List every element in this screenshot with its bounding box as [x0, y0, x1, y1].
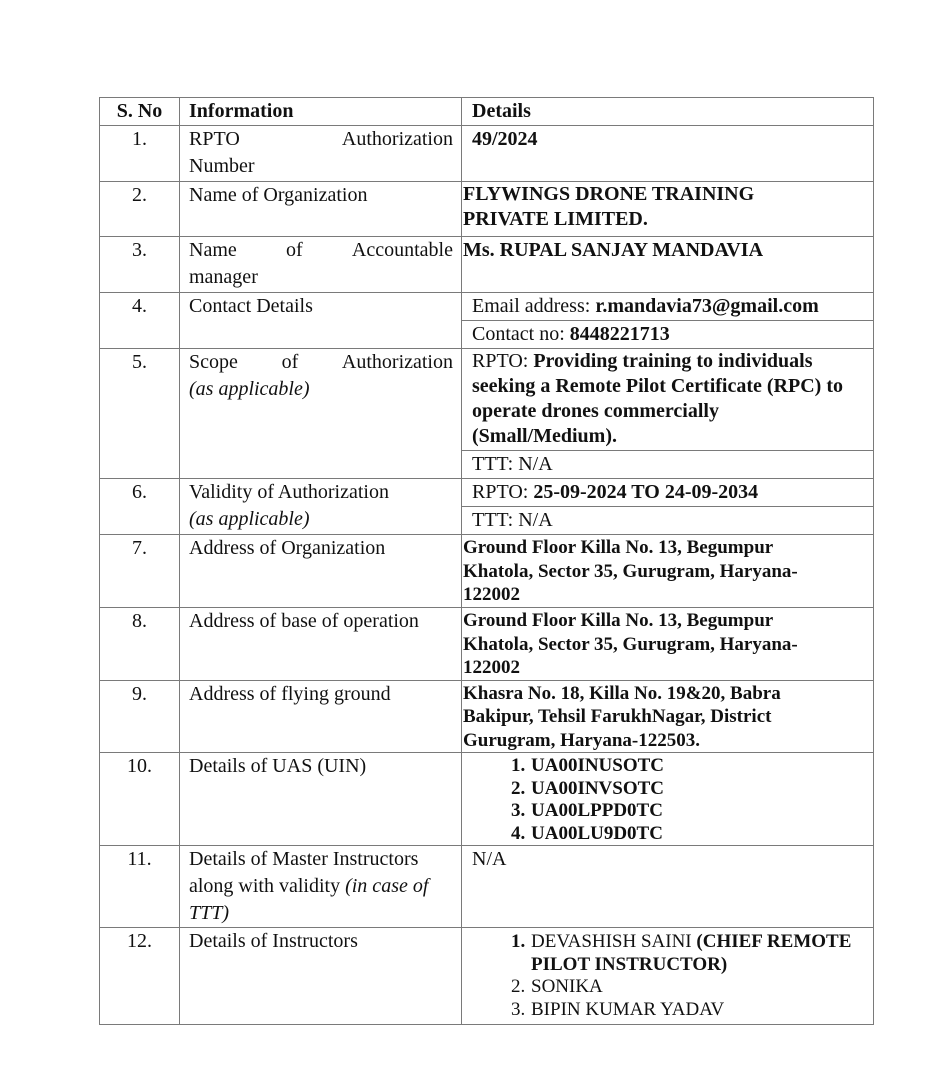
table-row	[100, 293, 874, 349]
table-row	[100, 237, 874, 293]
list-item: 1. UA00INUSOTC	[530, 755, 863, 778]
header-sno: S. No	[100, 98, 180, 126]
info-note: (as applicable)	[189, 378, 310, 400]
base-address: Ground Floor Killa No. 13, Begumpur Khatola, Sector 35, Gurugram, Haryana-122002	[462, 608, 874, 681]
row-number: 8.	[100, 608, 180, 681]
flying-ground-address: Khasra No. 18, Killa No. 19&20, Babra Bakipur, Tehsil FarukhNagar, District Gurugram, Haryana-122503.	[462, 680, 874, 753]
info-text: Authorization	[341, 128, 453, 150]
row-number: 4.	[100, 293, 180, 349]
scope-details	[462, 349, 874, 479]
list-item: 3. UA00LPPD0TC	[530, 800, 863, 823]
info-text: Authorization	[341, 351, 453, 373]
rpto-validity-value: 25-09-2024 TO 24-09-2034	[533, 481, 759, 503]
table-row	[100, 535, 874, 608]
row-info: Contact Details	[180, 293, 462, 349]
organization-name-line: PRIVATE LIMITED.	[463, 208, 648, 230]
info-text: Details of Master Instructors along with validity	[189, 848, 419, 897]
table-row	[100, 349, 874, 479]
list-item: 3. BIPIN KUMAR YADAV	[530, 999, 863, 1022]
list-item: 2. UA00INVSOTC	[530, 778, 863, 801]
table-row	[100, 479, 874, 535]
contact-details	[462, 293, 874, 349]
table-row	[100, 680, 874, 753]
info-text: Scope	[189, 351, 238, 373]
row-info	[180, 846, 462, 928]
email-line	[462, 293, 873, 320]
row-number: 9.	[100, 680, 180, 753]
info-text: Name	[189, 239, 237, 261]
row-number: 6.	[100, 479, 180, 535]
row-info: Address of flying ground	[180, 680, 462, 753]
uin-list	[472, 755, 863, 845]
row-info: Details of Instructors	[180, 928, 462, 1025]
row-number: 7.	[100, 535, 180, 608]
phone-line	[462, 320, 873, 348]
instructors	[462, 928, 874, 1025]
info-text: Accountable	[351, 239, 453, 261]
rpto-details-table	[99, 97, 874, 1025]
phone-value: 8448221713	[569, 323, 670, 345]
row-number: 11.	[100, 846, 180, 928]
ttt-scope: TTT: N/A	[462, 450, 873, 478]
phone-label: Contact no:	[472, 323, 570, 345]
instructor-name: DEVASHISH SAINI	[531, 931, 697, 952]
row-info: Details of UAS (UIN)	[180, 753, 462, 846]
info-text: of	[286, 239, 303, 261]
rpto-scope	[462, 349, 873, 450]
rpto-scope-value: Providing training to individuals seeking a Remote Pilot Certificate (RPC) to operate drones commercially (Small/Medium).	[472, 350, 843, 447]
row-number: 10.	[100, 753, 180, 846]
table-header-row	[100, 98, 874, 126]
row-info	[180, 349, 462, 479]
table-row	[100, 608, 874, 681]
organization-name-line: FLYWINGS DRONE TRAINING	[463, 183, 755, 205]
organization-address: Ground Floor Killa No. 13, Begumpur Khatola, Sector 35, Gurugram, Haryana-122002	[462, 535, 874, 608]
row-number: 12.	[100, 928, 180, 1025]
info-note: (in case of TTT)	[189, 875, 429, 924]
header-information: Information	[180, 98, 462, 126]
email-value: r.mandavia73@gmail.com	[595, 295, 819, 317]
table-row	[100, 182, 874, 237]
authorization-number: 49/2024	[462, 126, 874, 182]
master-instructors: N/A	[462, 846, 874, 928]
info-text: Number	[189, 155, 255, 177]
list-item: 4. UA00LU9D0TC	[530, 823, 863, 846]
list-item: 2. SONIKA	[530, 976, 863, 999]
organization-name	[462, 182, 874, 237]
info-note: (as applicable)	[189, 508, 310, 530]
rpto-validity	[462, 479, 873, 506]
instructor-role: (CHIEF REMOTE PILOT INSTRUCTOR)	[531, 931, 852, 975]
table-row	[100, 928, 874, 1025]
email-label: Email address:	[472, 295, 596, 317]
row-info: Address of Organization	[180, 535, 462, 608]
info-text: of	[281, 351, 299, 373]
row-number: 1.	[100, 126, 180, 182]
list-item	[530, 931, 863, 976]
rpto-label: RPTO:	[472, 350, 534, 372]
row-number: 5.	[100, 349, 180, 479]
table-row	[100, 753, 874, 846]
row-info: Address of base of operation	[180, 608, 462, 681]
instructor-list	[472, 931, 863, 1021]
row-info	[180, 479, 462, 535]
uas-details	[462, 753, 874, 846]
info-text: Validity of Authorization	[189, 481, 389, 503]
table-row	[100, 126, 874, 182]
accountable-manager: Ms. RUPAL SANJAY MANDAVIA	[462, 237, 874, 293]
table-row	[100, 846, 874, 928]
validity-details	[462, 479, 874, 535]
info-text: RPTO	[189, 128, 240, 150]
row-number: 3.	[100, 237, 180, 293]
ttt-validity: TTT: N/A	[462, 506, 873, 534]
row-number: 2.	[100, 182, 180, 237]
rpto-label: RPTO:	[472, 481, 534, 503]
header-details: Details	[462, 98, 874, 126]
row-info	[180, 126, 462, 182]
row-info	[180, 237, 462, 293]
info-text: manager	[189, 266, 258, 288]
row-info: Name of Organization	[180, 182, 462, 237]
